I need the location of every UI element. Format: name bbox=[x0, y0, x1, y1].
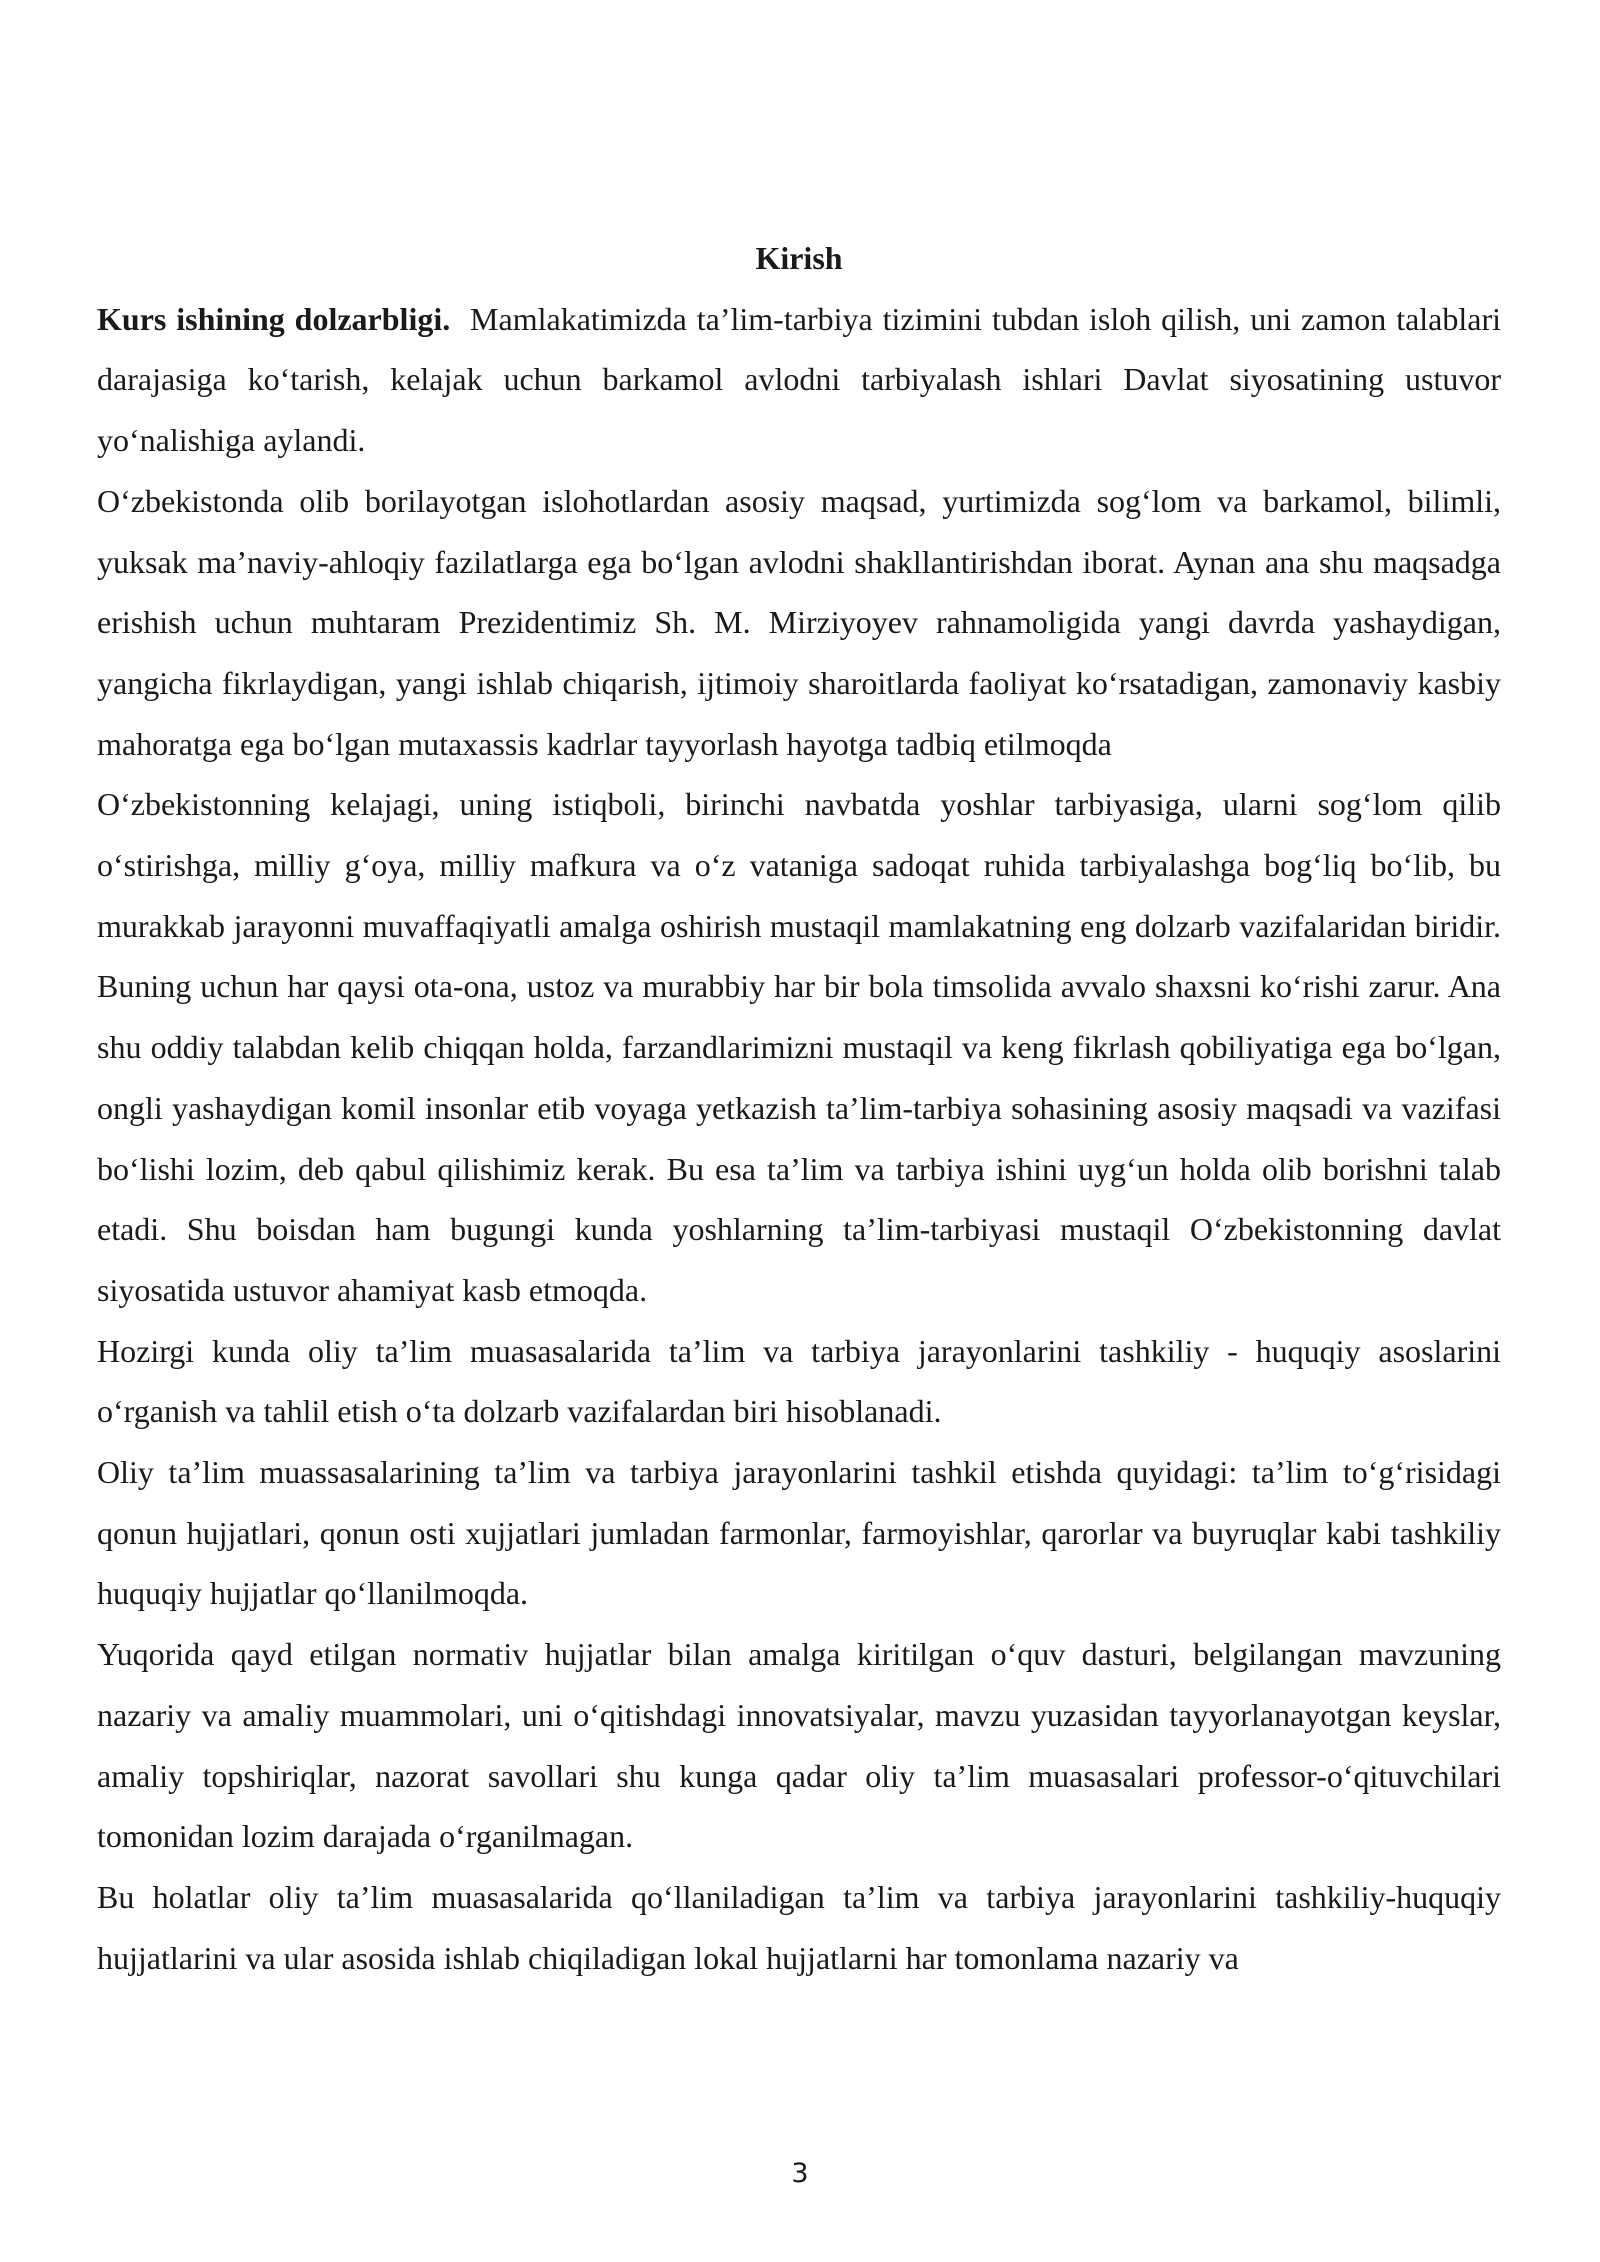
section-heading: Kirish bbox=[755, 240, 843, 276]
paragraph-curriculum bbox=[97, 1624, 1501, 1867]
paragraph-text: Hozirgi kunda oliy ta’lim muasasalarida ta’lim va tarbiya jarayonlarini tashkiliy - huquqiy asoslarini o‘rganish va tahlil etish o‘ta dolzarb vazifalardan biri hisoblanadi. bbox=[97, 1332, 1501, 1430]
paragraph-text: Yuqorida qayd etilgan normativ hujjatlar bilan amalga kiritilgan o‘quv dasturi, belgilangan mavzuning nazariy va amaliy muammolari, uni o‘qitishdagi innovatsiyalar, mavzu yuzasidan tayyorlanayotgan keyslar, amaliy topshiriqlar, nazorat savollari shu kunga qadar oliy ta’lim muasasalari professor-o‘qituvchilari tomonidan lozim darajada o‘rganilmagan. bbox=[97, 1636, 1501, 1855]
paragraph-current-tasks bbox=[97, 1321, 1501, 1442]
paragraph-situations bbox=[97, 1867, 1501, 1988]
document-body bbox=[97, 228, 1501, 1988]
paragraph-text: O‘zbekistonda olib borilayotgan islohotlardan asosiy maqsad, yurtimizda sog‘lom va barkamol, bilimli, yuksak ma’naviy-ahloqiy fazilatlarga ega bo‘lgan avlodni shakllantirishdan iborat. Aynan ana shu maqsadga erishish uchun muhtaram Prezidentimiz Sh. M. Mirziyoyev rahnamoligida yangi davrda yashaydigan, yangicha fikrlaydigan, yangi ishlab chiqarish, ijtimoiy sharoitlarda faoliyat ko‘rsatadigan, zamonaviy kasbiy mahoratga ega bo‘lgan mutaxassis kadrlar tayyorlash hayotga tadbiq etilmoqda bbox=[97, 482, 1501, 762]
paragraph-text: Oliy ta’lim muassasalarining ta’lim va tarbiya jarayonlarini tashkil etishda quyidagi: ta’lim to‘g‘risidagi qonun hujjatlari, qonun osti xujjatlari jumladan farmonlar, farmoyishlar, qarorlar va buyruqlar kabi tashkiliy huquqiy hujjatlar qo‘llanilmoqda. bbox=[97, 1454, 1501, 1612]
paragraph-reforms bbox=[97, 471, 1501, 775]
paragraph-text: Bu holatlar oliy ta’lim muasasalarida qo‘llaniladigan ta’lim va tarbiya jarayonlarini tashkiliy-huquqiy hujjatlarini va ular asosida ishlab chiqiladigan lokal hujjatlarni har tomonlama nazariy va bbox=[97, 1878, 1501, 1976]
paragraph-text: Mamlakatimizda ta’lim-tarbiya tizimini tubdan isloh qilish, uni zamon talablari darajasiga ko‘tarish, kelajak uchun barkamol avlodni tarbiyalash ishlari Davlat siyosatining ustuvor yo‘nalishiga aylandi. bbox=[97, 300, 1502, 459]
paragraph-lead: Kurs ishining dolzarbligi. bbox=[97, 300, 451, 337]
paragraph-legal-documents bbox=[97, 1442, 1501, 1624]
paragraph-relevance bbox=[97, 289, 1501, 471]
paragraph-text: O‘zbekistonning kelajagi, uning istiqboli, birinchi navbatda yoshlar tarbiyasiga, ularni sog‘lom qilib o‘stirishga, milliy g‘oya, milliy mafkura va o‘z vataniga sadoqat ruhida tarbiyalashga bog‘liq bo‘lib, bu murakkab jarayonni muvaffaqiyatli amalga oshirish mustaqil mamlakatning eng dolzarb vazifalaridan biridir. Buning uchun har qaysi ota-ona, ustoz va murabbiy har bir bola timsolida avvalo shaxsni ko‘rishi zarur. Ana shu oddiy talabdan kelib chiqqan holda, farzandlarimizni mustaqil va keng fikrlash qobiliyatiga ega bo‘lgan, ongli yashaydigan komil insonlar etib voyaga yetkazish ta’lim-tarbiya sohasining asosiy maqsadi va vazifasi bo‘lishi lozim, deb qabul qilishimiz kerak. Bu esa ta’lim va tarbiya ishini uyg‘un holda olib borishni talab etadi. Shu boisdan ham bugungi kunda yoshlarning ta’lim-tarbiyasi mustaqil O‘zbekistonning davlat siyosatida ustuvor ahamiyat kasb etmoqda. bbox=[97, 786, 1501, 1308]
page-number: 3 bbox=[791, 2158, 809, 2189]
paragraph-future bbox=[97, 774, 1501, 1320]
